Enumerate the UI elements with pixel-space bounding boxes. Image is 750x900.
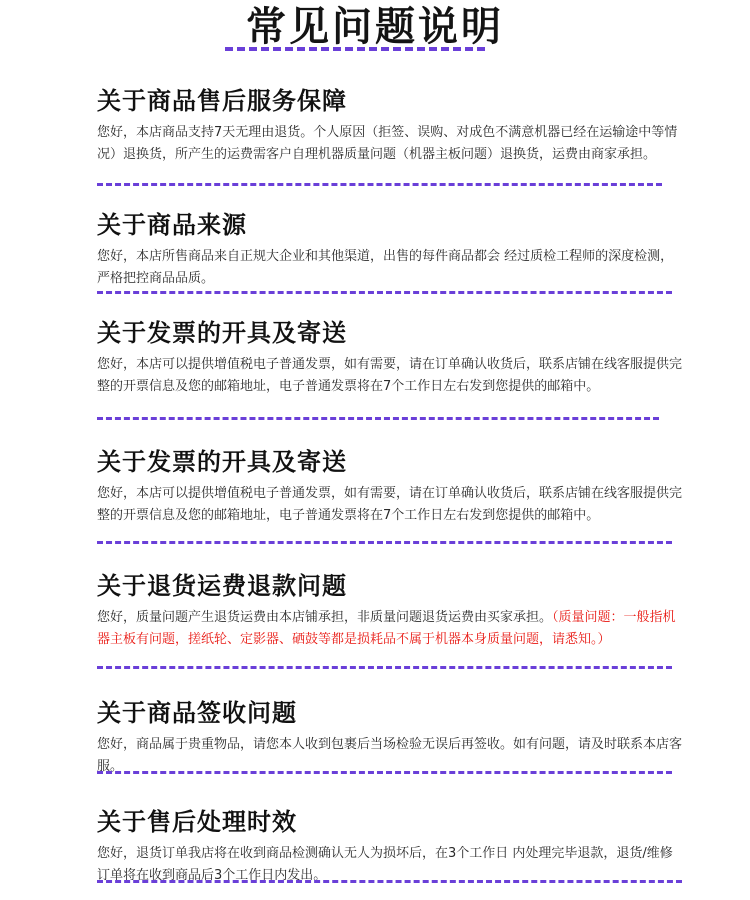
faq-processing-time <box>97 807 697 887</box>
faq-after-sales <box>97 86 697 166</box>
faq-body: 您好，本店所售商品来自正规大企业和其他渠道，出售的每件商品都会 经过质检工程师的深度检测，严格把控商品品质。 <box>97 249 674 286</box>
faq-heading: 关于退货运费退款问题 <box>97 572 347 600</box>
faq-product-source <box>97 210 697 290</box>
divider <box>97 417 659 420</box>
divider <box>97 183 662 186</box>
faq-heading: 关于商品签收问题 <box>97 699 297 727</box>
faq-heading: 关于发票的开具及寄送 <box>97 448 347 476</box>
faq-receipt <box>97 698 697 778</box>
faq-body: 您好，商品属于贵重物品，请您本人收到包裹后当场检验无误后再签收。如有问题，请及时联系本店客服。 <box>97 737 683 774</box>
faq-body-wrap <box>97 607 682 651</box>
faq-body: 您好，质量问题产生退货运费由本店铺承担，非质量问题退货运费由买家承担。 <box>97 610 553 625</box>
divider <box>97 771 672 774</box>
faq-invoice-1 <box>97 318 697 398</box>
divider <box>97 880 682 883</box>
faq-invoice-2 <box>97 447 697 527</box>
title-underline <box>225 47 485 51</box>
faq-heading: 关于发票的开具及寄送 <box>97 319 347 347</box>
faq-heading: 关于商品来源 <box>97 211 247 239</box>
divider <box>97 291 672 294</box>
divider <box>97 541 672 544</box>
faq-body: 您好，本店商品支持7天无理由退货。个人原因（拒签、误购、对成色不满意机器已经在运输途中等情况）退换货，所产生的运费需客户自理机器质量问题（机器主板问题）退换货，运费由商家承担。 <box>97 125 678 162</box>
faq-return-shipping <box>97 571 697 651</box>
faq-body: 您好，本店可以提供增值税电子普通发票，如有需要，请在订单确认收货后，联系店铺在线客服提供完整的开票信息及您的邮箱地址，电子普通发票将在7个工作日左右发到您提供的邮箱中。 <box>97 486 683 523</box>
page-title: 常见问题说明 <box>246 4 504 50</box>
faq-body: 您好，退货订单我店将在收到商品检测确认无人为损坏后，在3个工作日 内处理完毕退款，退货/维修订单将在收到商品后3个工作日内发出。 <box>97 846 673 883</box>
faq-heading: 关于商品售后服务保障 <box>97 87 347 115</box>
faq-heading: 关于售后处理时效 <box>97 808 297 836</box>
divider <box>97 666 672 669</box>
faq-body: 您好，本店可以提供增值税电子普通发票，如有需要，请在订单确认收货后，联系店铺在线客服提供完整的开票信息及您的邮箱地址，电子普通发票将在7个工作日左右发到您提供的邮箱中。 <box>97 357 683 394</box>
faq-body-warning: （质量问题：一般指机器主板有问题，搓纸轮、定影器、硒鼓等都是损耗品不属于机器本身质量问题，请悉知。） <box>97 610 676 647</box>
